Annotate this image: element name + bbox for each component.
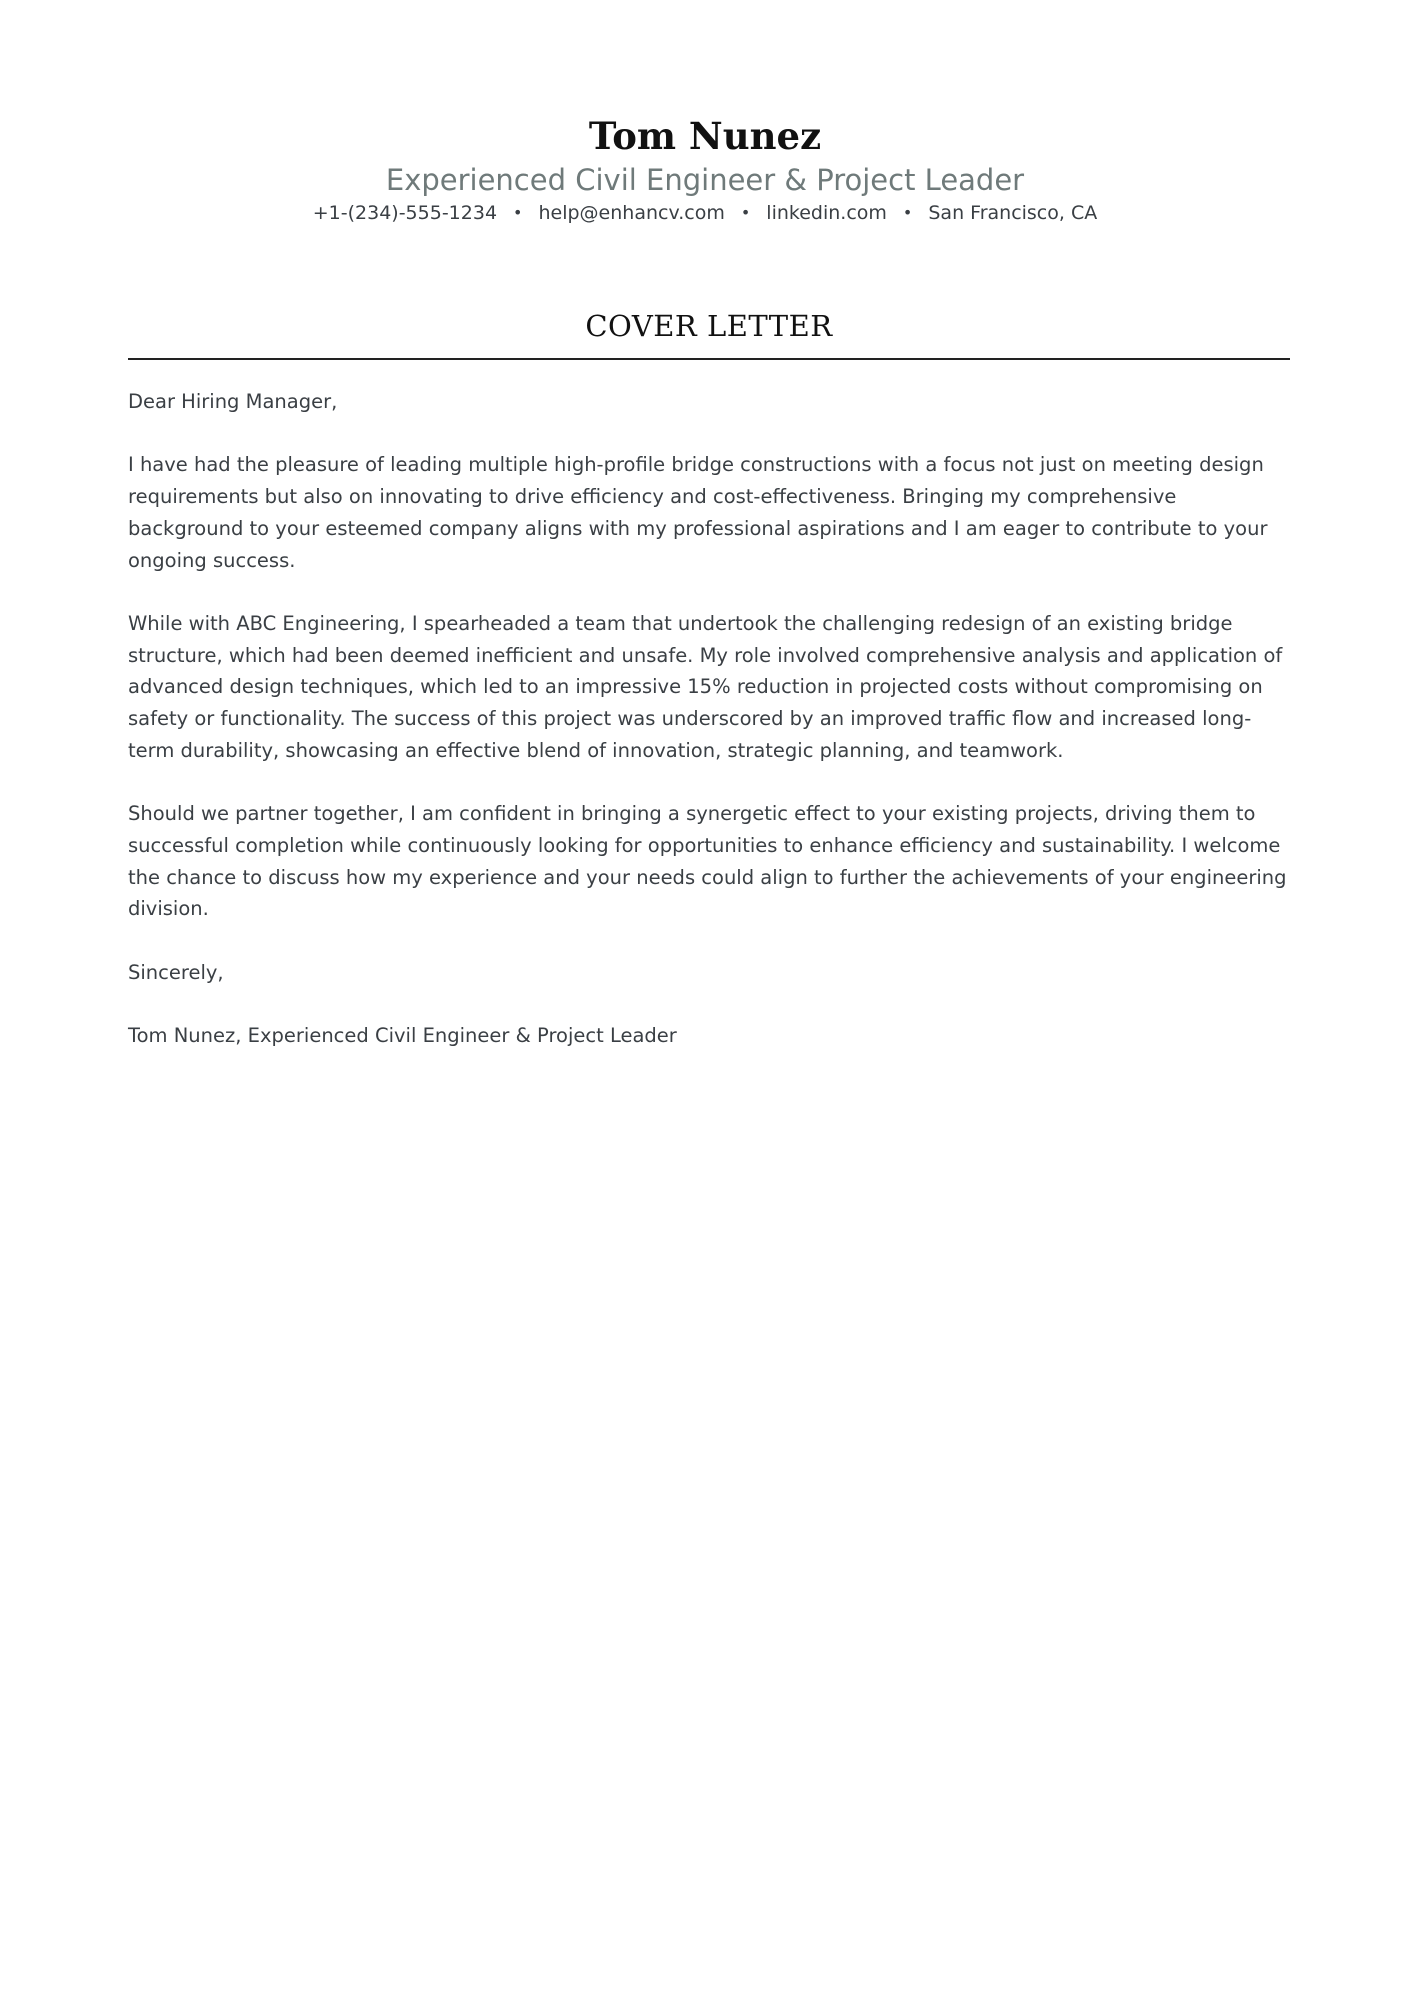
separator-dot: • — [513, 203, 523, 222]
applicant-name: Tom Nunez — [588, 114, 822, 158]
letter-signature: Tom Nunez, Experienced Civil Engineer & Project Leader — [128, 1023, 677, 1047]
letter-greeting: Dear Hiring Manager, — [128, 390, 338, 413]
separator-dot: • — [740, 203, 751, 222]
letter-paragraph: I have had the pleasure of leading multiple high-profile bridge constructions with a focus not just on meeting design requirements but also on innovating to drive efficiency and cost-effectiveness. Bringing my comprehensive background to your esteemed company aligns with my professional aspirations and I am eager to contribute to your ongoing success. — [128, 453, 1268, 572]
location: San Francisco, CA — [928, 202, 1098, 224]
phone-number: +1-(234)-555-1234 — [312, 202, 498, 224]
email-address: help@enhancv.com — [538, 202, 725, 224]
letter-paragraph: While with ABC Engineering, I spearheaded a team that undertook the challenging redesign of an existing bridge structure, which had been deemed inefficient and unsafe. My role involved comprehensive analysis and application of advanced design techniques, which led to an impressive 15% reduction in projected costs without compromising on safety or functionality. The success of this project was underscored by an improved traffic flow and increased long-term durability, showcasing an effective blend of innovation, strategic planning, and teamwork. — [128, 611, 1283, 762]
contact-line — [0, 200, 1410, 226]
website-link: linkedin.com — [766, 202, 887, 224]
separator-dot: • — [902, 203, 913, 222]
header — [0, 112, 1410, 226]
letter-paragraph: Should we partner together, I am confident in bringing a synergetic effect to your existing projects, driving them to successful completion while continuously looking for opportunities to enhance efficiency and sustainability. I welcome the chance to discuss how my experience and your needs could align to further the achievements of your engineering division. — [128, 802, 1287, 921]
letter-body — [128, 386, 1290, 1083]
letter-closing: Sincerely, — [128, 960, 224, 984]
section-divider — [128, 358, 1290, 360]
applicant-title: Experienced Civil Engineer & Project Leader — [385, 163, 1025, 197]
section-title: COVER LETTER — [585, 309, 833, 343]
